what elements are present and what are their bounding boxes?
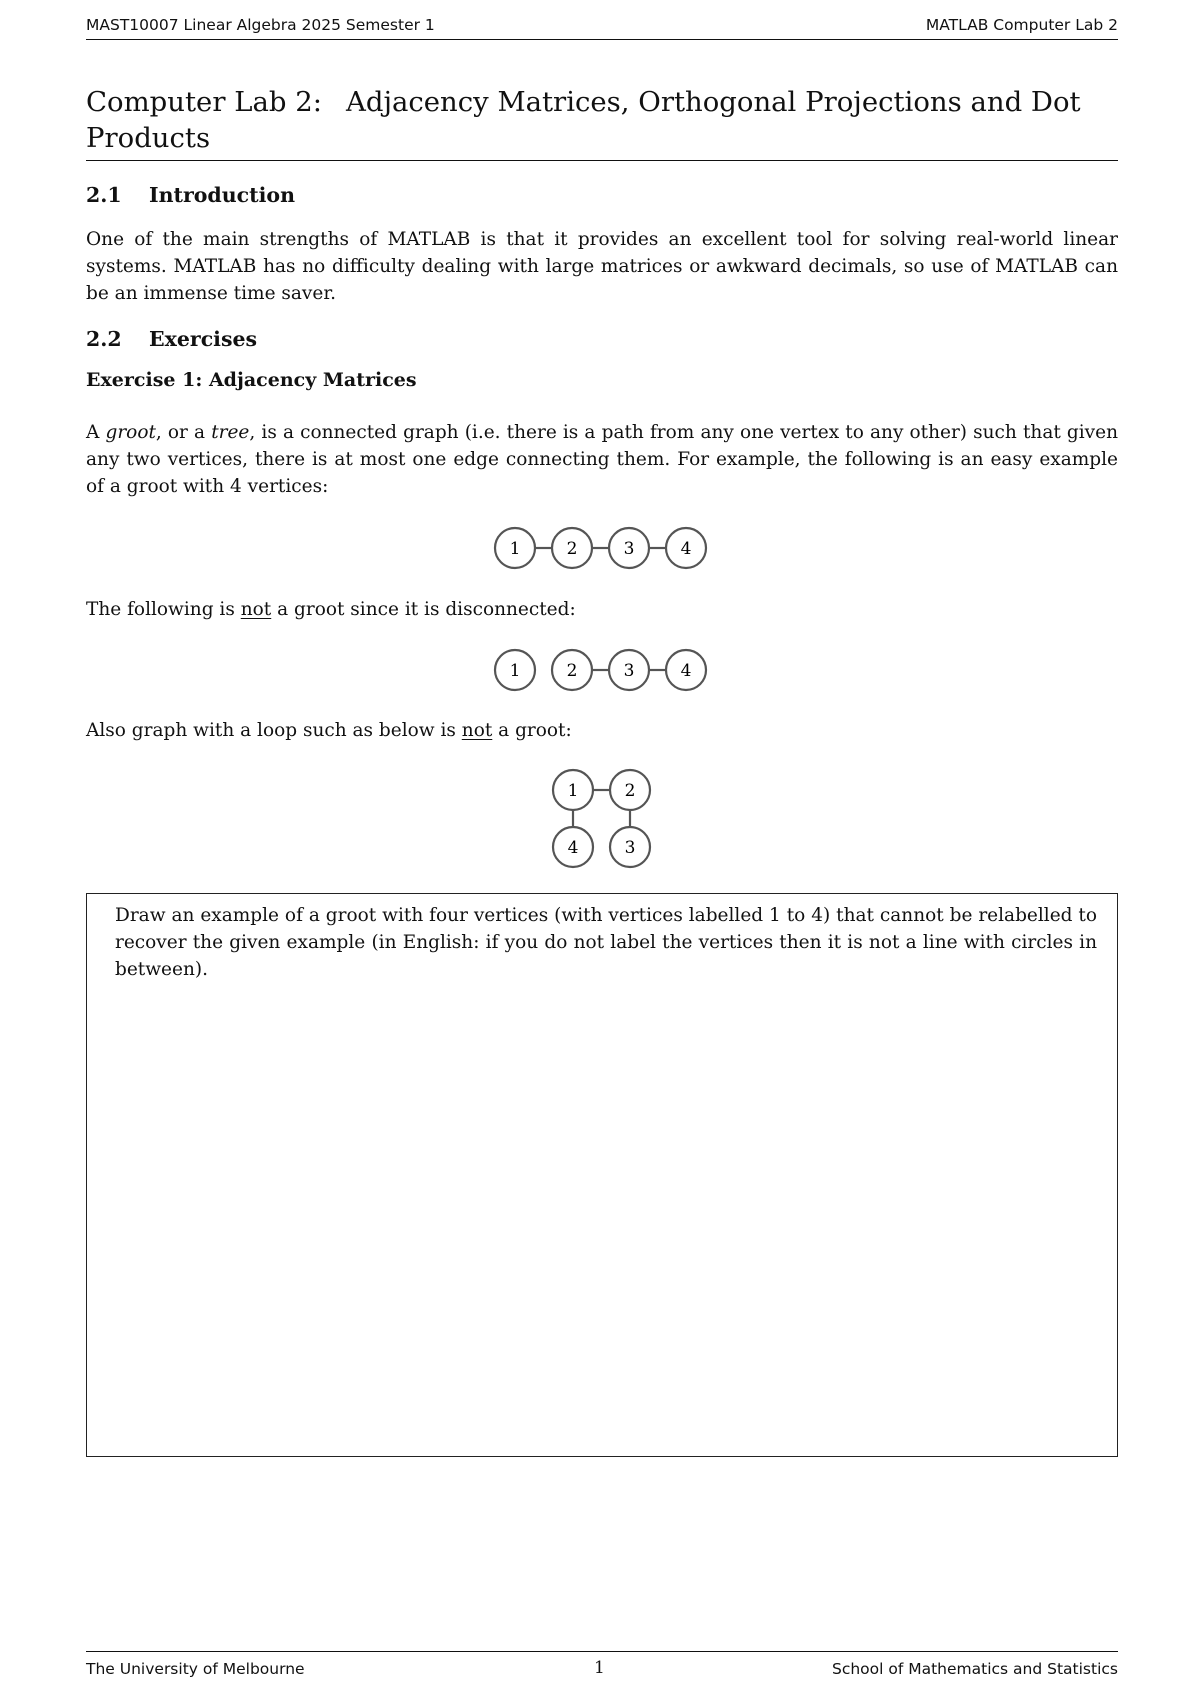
vertex-label: 3 (623, 661, 635, 681)
text-run: , is a connected graph (i.e. there is a path from any one vertex to any other) such that given any two vertices, there is at most one edge connecting them. For example, the following is an easy example of a groot with 4 vertices: (86, 422, 1118, 497)
exercise-1-heading: Exercise 1: Adjacency Matrices (86, 369, 417, 391)
page-header (86, 16, 1118, 38)
text-run: Also graph with a loop such as below is (86, 720, 462, 741)
groot-example-graph (490, 522, 720, 574)
section-heading: Introduction (149, 183, 295, 207)
not-groot-disconnected-text (86, 596, 1118, 623)
text-run: A (86, 422, 106, 443)
section-exercises (86, 327, 257, 351)
title-rule (86, 160, 1118, 161)
term-groot: groot (105, 422, 156, 443)
emphasis-not: not (461, 720, 493, 741)
term-tree: tree (211, 422, 250, 443)
text-run: , or a (155, 422, 212, 443)
vertex-label: 4 (680, 539, 692, 559)
vertex-label: 4 (680, 661, 692, 681)
vertex-label: 3 (624, 838, 636, 858)
footer-university: The University of Melbourne (86, 1660, 305, 1678)
section-introduction (86, 183, 295, 207)
intro-paragraph: One of the main strengths of MATLAB is that it provides an excellent tool for solving real-world linear systems. MATLAB has no difficulty dealing with large matrices or awkward decimals, so use of MATLAB can be an immense time saver. (86, 229, 1118, 304)
vertex-label: 1 (567, 781, 579, 801)
groot-definition (86, 419, 1118, 500)
title-lead: Computer Lab 2: (86, 86, 322, 118)
answer-box[interactable] (86, 893, 1118, 1457)
page-title (86, 84, 1118, 156)
not-groot-loop-text (86, 717, 1118, 744)
section-number: 2.2 (86, 327, 122, 351)
header-rule (86, 39, 1118, 40)
text-run: The following is (86, 599, 241, 620)
vertex-label: 4 (567, 838, 579, 858)
title-rest: Adjacency Matrices, Orthogonal Projections and Dot Products (86, 86, 1081, 154)
footer-rule (86, 1651, 1118, 1652)
header-lab: MATLAB Computer Lab 2 (925, 16, 1118, 34)
vertex-label: 2 (566, 661, 578, 681)
page-number: 1 (594, 1658, 605, 1678)
task-instruction: Draw an example of a groot with four vertices (with vertices labelled 1 to 4) that cannot be relabelled to recover the given example (in English: if you do not label the vertices then it is not a line with circles in between). (115, 905, 1097, 980)
disconnected-graph (490, 644, 720, 696)
text-run: a groot since it is disconnected: (271, 599, 576, 620)
loop-graph (548, 765, 658, 875)
emphasis-not: not (240, 599, 272, 620)
footer-school: School of Mathematics and Statistics (831, 1660, 1118, 1678)
vertex-label: 3 (623, 539, 635, 559)
text-run: a groot: (492, 720, 572, 741)
header-course: MAST10007 Linear Algebra 2025 Semester 1 (86, 16, 435, 34)
vertex-label: 1 (509, 539, 521, 559)
vertex-label: 2 (566, 539, 578, 559)
vertex-label: 2 (624, 781, 636, 801)
vertex-label: 1 (509, 661, 521, 681)
section-number: 2.1 (86, 183, 122, 207)
section-heading: Exercises (149, 327, 258, 351)
